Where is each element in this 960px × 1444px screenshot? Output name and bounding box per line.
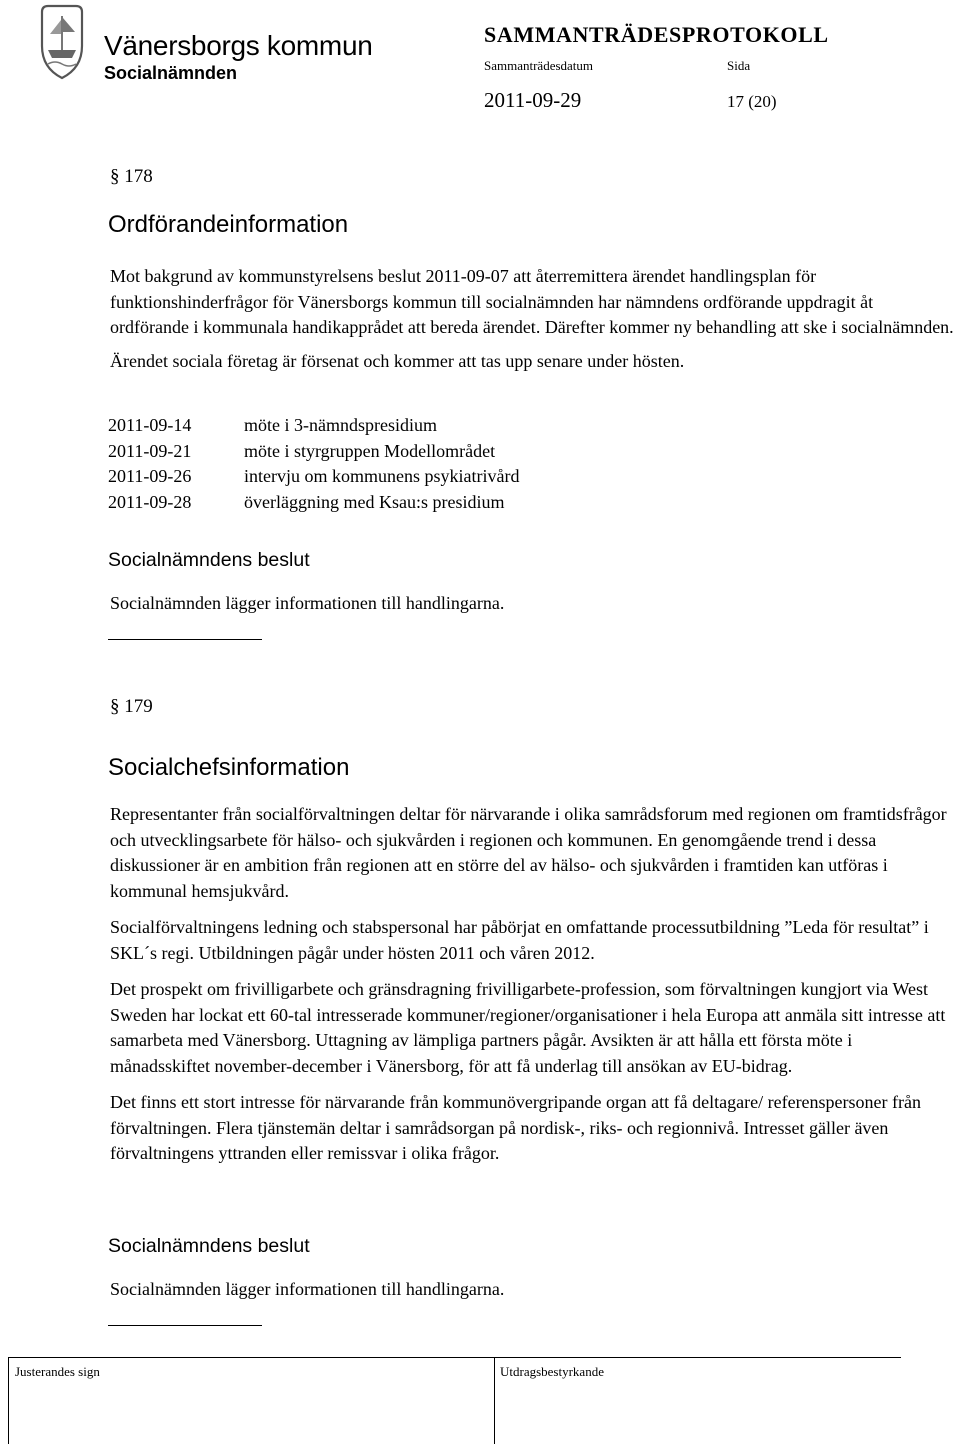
section-title: Ordförandeinformation	[108, 211, 349, 238]
meeting-date: 2011-09-29	[484, 88, 582, 112]
footer-rule	[8, 1357, 901, 1358]
meeting-date-cell: 2011-09-14	[108, 415, 192, 435]
page-number: 17 (20)	[727, 92, 777, 111]
decision-heading: Socialnämndens beslut	[108, 1235, 310, 1257]
meeting-text-cell: överläggning med Ksau:s presidium	[244, 491, 505, 512]
department-name: Socialnämnden	[104, 63, 238, 83]
page-label: Sida	[727, 58, 751, 73]
paragraph: Ärendet sociala företag är försenat och kommer att tas upp senare under hösten.	[110, 350, 685, 371]
meeting-row	[108, 490, 808, 516]
meeting-date-cell: 2011-09-26	[108, 466, 192, 486]
signature-label: Justerandes sign	[15, 1364, 100, 1379]
meeting-date-cell: 2011-09-28	[108, 491, 192, 512]
paragraph: Det finns ett stort intresse för närvarande från kommunövergripande organ att få deltagare/ referenspersoner från förvaltningen. Flera tjänstemän deltar i samrådsorgan på nordisk-, riks- och regionnivå. Intresset gäller även förvaltningens yttranden eller remissvar i olika frågor.	[110, 1092, 922, 1163]
meeting-text-cell: möte i 3-nämndspresidium	[244, 415, 437, 435]
decision-text: Socialnämnden lägger informationen till handlingarna.	[110, 593, 505, 613]
paragraph: Representanter från socialförvaltningen deltar för närvarande i olika samrådsforum med regionen om framtidsfrågor och utvecklingsarbete för hälso- och sjukvården i regionen och kommunen. En genomgående trend i dessa diskussioner är en ambition från regionen att en större del av hälso- och sjukvården i framtiden kan utföras i kommunal hemsjukvård.	[110, 804, 947, 901]
section-title: Socialchefsinformation	[108, 754, 350, 781]
meeting-row	[108, 439, 808, 465]
municipal-logo	[38, 2, 86, 80]
organization-name: Vänersborgs kommun	[104, 30, 373, 61]
section-number: § 179	[110, 696, 153, 717]
section-body	[110, 264, 955, 374]
meeting-row	[108, 464, 808, 490]
meeting-row	[108, 413, 808, 439]
meeting-text-cell: intervju om kommunens psykiatrivård	[244, 466, 520, 486]
meeting-list	[108, 413, 808, 515]
meeting-text-cell: möte i styrgruppen Modellområdet	[244, 440, 496, 461]
section-number: § 178	[110, 166, 153, 187]
section-body	[110, 802, 955, 1167]
section-divider	[108, 639, 262, 640]
section-divider	[108, 1325, 262, 1326]
paragraph: Det prospekt om frivilligarbete och gränsdragning frivilligarbete-profession, som förvaltningen kungjort via West Sweden har lockat ett 60-tal intresserade kommuner/regioner/organisationer i hela Europa att anmäla sitt intresse att samarbeta med Vänersborg. Uttagning av lämpliga partners pågår. Avsikten är att hålla ett första möte i månadsskiftet november-december i Vänersborg, för att få underlag till ansökan av EU-bidrag.	[110, 979, 946, 1076]
footer-separator	[8, 1358, 9, 1444]
paragraph: Socialförvaltningens ledning och stabspersonal har påbörjat en omfattande processutbildning ”Leda för resultat” i SKL´s regi. Utbildningen pågår under hösten 2011 och våren 2012.	[110, 917, 929, 963]
decision-text: Socialnämnden lägger informationen till handlingarna.	[110, 1279, 505, 1299]
meeting-date-label: Sammanträdesdatum	[484, 58, 594, 73]
extract-certification-label: Utdragsbestyrkande	[500, 1364, 604, 1379]
meeting-date-cell: 2011-09-21	[108, 440, 192, 461]
footer-separator	[494, 1358, 495, 1444]
decision-heading: Socialnämndens beslut	[108, 549, 310, 571]
document-title: SAMMANTRÄDESPROTOKOLL	[484, 22, 829, 47]
paragraph: Mot bakgrund av kommunstyrelsens beslut 2011-09-07 att återremittera ärendet handlingsplan för funktionshinderfrågor för Vänersborgs kommun till socialnämnden har nämndens ordförande uppdragit åt ordförande i kommunala handikapprådet att bereda ärendet. Därefter kommer ny behandling att ske i socialnämnden.	[110, 266, 954, 337]
